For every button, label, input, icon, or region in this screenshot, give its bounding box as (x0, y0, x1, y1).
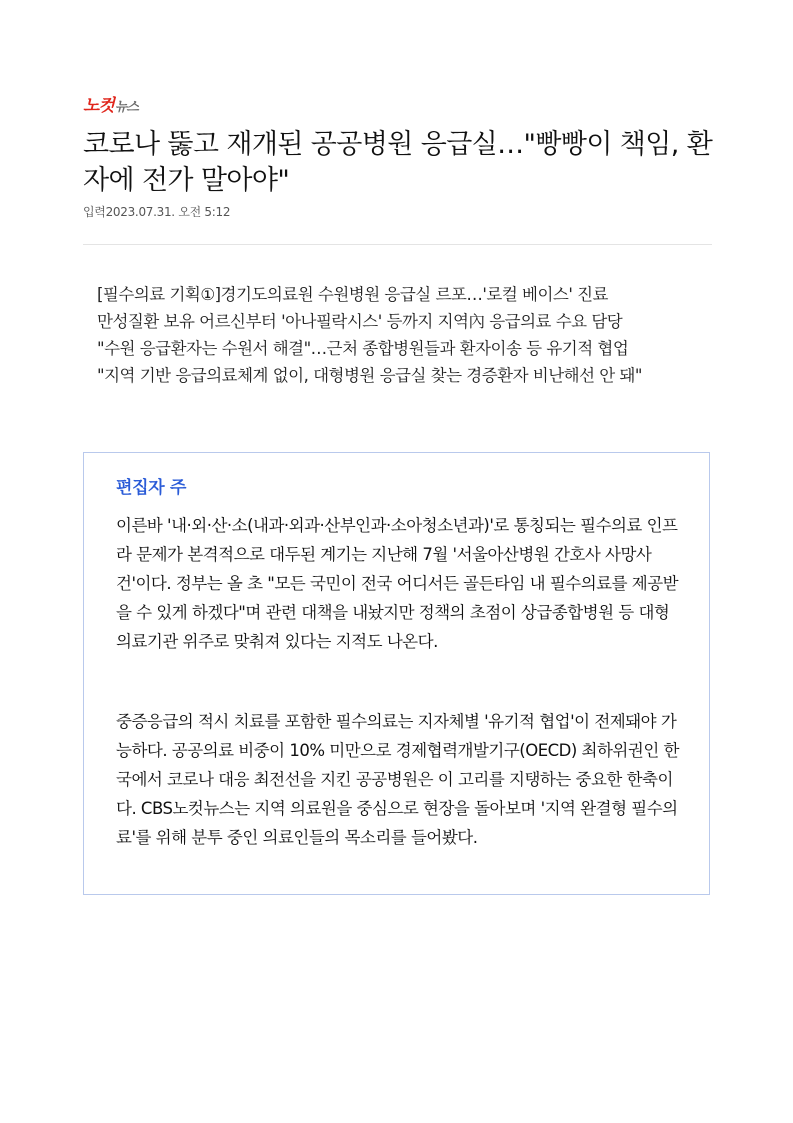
date-value: 2023.07.31. 오전 5:12 (105, 205, 231, 219)
logo-text-nocut: 노컷 (83, 96, 114, 116)
article-summary (97, 281, 697, 389)
article-headline: 코로나 뚫고 재개된 공공병원 응급실…"빵빵이 책임, 환자에 전가 말아야" (83, 129, 713, 196)
summary-line: 만성질환 보유 어르신부터 '아나필락시스' 등까지 지역內 응급의료 수요 담당 (97, 312, 623, 331)
logo-text-news: 뉴스 (114, 100, 138, 115)
summary-line: [필수의료 기획①]경기도의료원 수원병원 응급실 르포…'로컬 베이스' 진료 (97, 285, 608, 304)
editor-note-paragraph: 이른바 '내·외·산·소(내과·외과·산부인과·소아청소년과)'로 통칭되는 필수의료 인프라 문제가 본격적으로 대두된 계기는 지난해 7월 '서울아산병원 간호사 사망사건'이다. 정부는 올 초 "모든 국민이 전국 어디서든 골든타임 내 필수의료를 제공받을 수 있게 하겠다"며 관련 대책을 내놨지만 정책의 초점이 상급종합병원 등 대형 의료기관 위주로 맞춰져 있다는 지적도 나온다. (116, 516, 679, 651)
summary-line: "수원 응급환자는 수원서 해결"…근처 종합병원들과 환자이송 등 유기적 협업 (97, 339, 629, 358)
date-label: 입력 (83, 205, 106, 219)
header-divider (83, 244, 712, 245)
article-date (83, 203, 230, 220)
editor-note-paragraph: 중증응급의 적시 치료를 포함한 필수의료는 지자체별 '유기적 협업'이 전제돼야 가능하다. 공공의료 비중이 10% 미만으로 경제협력개발기구(OECD) 최하위권인 한국에서 코로나 대응 최전선을 지킨 공공병원은 이 고리를 지탱하는 중요한 한축이다. CBS노컷뉴스는 지역 의료원을 중심으로 현장을 돌아보며 '지역 완결형 필수의료'를 위해 분투 중인 의료인들의 목소리를 들어봤다. (116, 712, 679, 847)
editor-note-box (83, 452, 710, 895)
summary-line: "지역 기반 응급의료체계 없이, 대형병원 응급실 찾는 경증환자 비난해선 안 돼" (97, 366, 642, 385)
editor-note-title: 편집자 주 (116, 478, 187, 498)
nocut-news-logo[interactable] (83, 92, 138, 116)
